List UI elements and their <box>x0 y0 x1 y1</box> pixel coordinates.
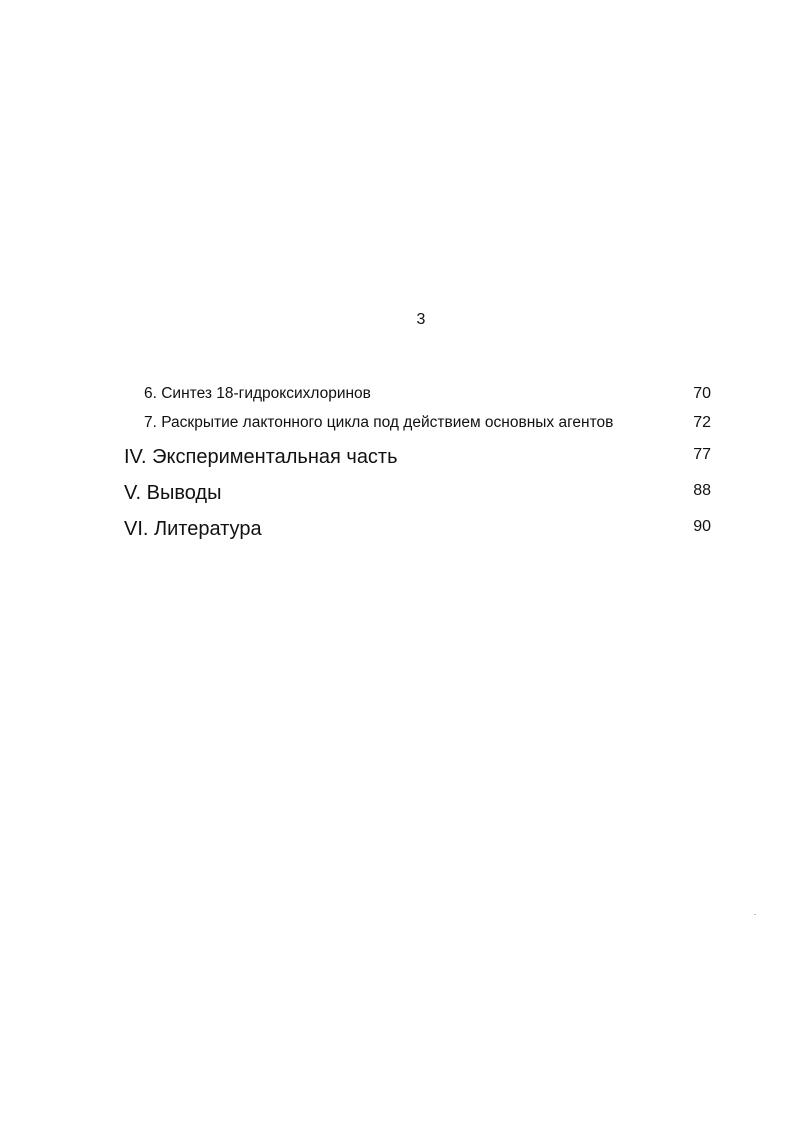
toc-entry-title: 6. Синтез 18-гидроксихлоринов <box>144 385 371 402</box>
toc-entry-page: 72 <box>693 414 711 431</box>
scan-speck <box>754 914 756 915</box>
toc-entry-title: VI. Литература <box>124 518 262 540</box>
page-number: 3 <box>416 311 426 328</box>
toc-entry-page: 70 <box>693 385 711 402</box>
toc-entry-title: V. Выводы <box>124 482 222 504</box>
toc-entry-page: 77 <box>693 446 711 463</box>
toc-entry-title: 7. Раскрытие лактонного цикла под действием основных агентов <box>144 414 614 431</box>
toc-entry-title: IV. Экспериментальная часть <box>124 446 398 468</box>
toc-entry-page: 88 <box>693 482 711 499</box>
toc-entry-page: 90 <box>693 518 711 535</box>
